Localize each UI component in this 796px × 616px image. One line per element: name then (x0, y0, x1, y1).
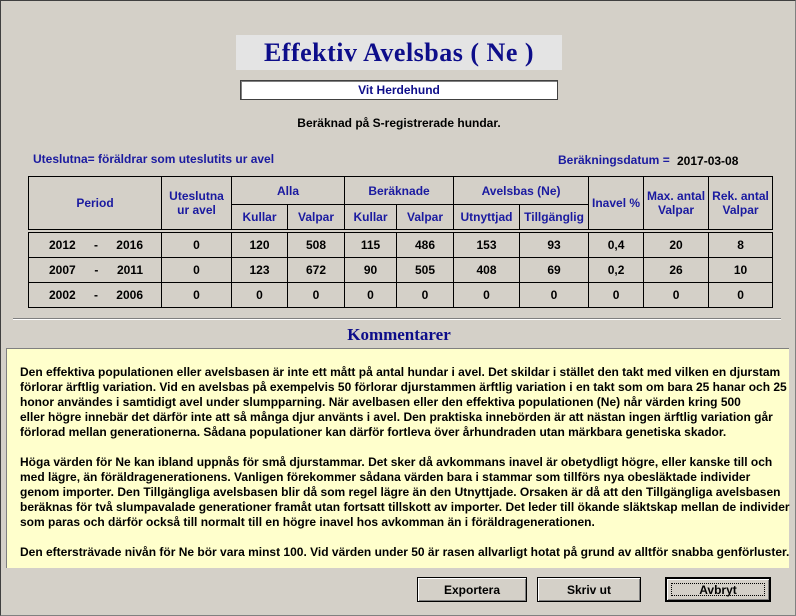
comments-title: Kommentarer (347, 325, 451, 344)
page-title: Effektiv Avelsbas ( Ne ) (236, 35, 562, 70)
col-all-pups: Valpar (288, 205, 345, 230)
all-pups-cell: 508 (288, 233, 345, 258)
period-from: 2002 (49, 288, 76, 302)
col-available: Tillgänglig (520, 205, 589, 230)
period-cell (29, 258, 162, 283)
comment-paragraph-2 (20, 455, 790, 530)
all-pups-cell: 0 (288, 283, 345, 308)
col-computed-litters: Kullar (345, 205, 397, 230)
max-pups-cell: 0 (644, 283, 709, 308)
col-utilized: Utnyttjad (454, 205, 520, 230)
excluded-cell: 0 (162, 283, 232, 308)
computed-note: Beräknad på S-registrerade hundar. (297, 116, 501, 130)
col-rec-pups: Rek. antal Valpar (709, 177, 773, 230)
all-litters-cell: 123 (232, 258, 288, 283)
comment-line: eller högre innebär det därför inte att så många djur använts i avel. Den praktiska innebörden är att nästan ingen ärftlig variation går (20, 410, 773, 424)
comments-text[interactable] (6, 348, 789, 568)
calc-date-label: Beräkningsdatum = (558, 153, 670, 167)
comment-line: genom importer. Den Tillgängliga avelsbasen blir då som regel lägre än den Utnyttjade. Orsaken är då att den Tillgängliga avelsbasen (20, 485, 781, 499)
period-to: 2006 (116, 288, 143, 302)
excluded-cell: 0 (162, 258, 232, 283)
computed-litters-cell: 0 (345, 283, 397, 308)
comment-line: Den effektiva populationen eller avelsbasen är inte ett mått på antal hundar i avel. Det skildar i stället den takt med vilken en djurstam (20, 365, 781, 379)
computed-litters-cell: 90 (345, 258, 397, 283)
available-cell: 93 (520, 233, 589, 258)
computed-pups-cell: 0 (397, 283, 454, 308)
utilized-cell: 0 (454, 283, 520, 308)
utilized-cell: 408 (454, 258, 520, 283)
all-pups-cell: 672 (288, 258, 345, 283)
computed-pups-cell: 505 (397, 258, 454, 283)
breeding-base-table (28, 176, 773, 308)
rec-pups-cell: 8 (709, 233, 773, 258)
comment-line: som paras och därför också till normalt till en högre inavel hos avkomman än i föräldragenerationen. (20, 515, 595, 529)
table-row (29, 233, 773, 258)
comment-line: Höga värden för Ne kan ibland uppnås för små djurstammar. Det sker då avkommans inavel är obetydligt högre, eller kanske till och (20, 455, 773, 469)
breed-field[interactable]: Vit Herdehund (240, 80, 558, 100)
print-button[interactable]: Skriv ut (537, 577, 641, 602)
inbreeding-cell: 0,2 (589, 258, 644, 283)
comment-line: förlorad mellan generationerna. Sådana populationer kan därför fortleva över århundraden utan märkbara genetiska skador. (20, 425, 727, 439)
computed-litters-cell: 115 (345, 233, 397, 258)
table-row (29, 283, 773, 308)
col-computed: Beräknade (345, 177, 454, 205)
comment-paragraph-1 (20, 365, 787, 440)
section-divider (13, 318, 781, 320)
col-inbreeding: Inavel % (589, 177, 644, 230)
comment-paragraph-3 (20, 545, 790, 560)
utilized-cell: 153 (454, 233, 520, 258)
max-pups-cell: 26 (644, 258, 709, 283)
available-cell: 0 (520, 283, 589, 308)
period-dash: - (94, 238, 98, 252)
inbreeding-cell: 0,4 (589, 233, 644, 258)
all-litters-cell: 120 (232, 233, 288, 258)
period-cell (29, 233, 162, 258)
export-button[interactable]: Exportera (417, 577, 527, 602)
excluded-legend: Uteslutna= föräldrar som uteslutits ur avel (33, 152, 275, 166)
calc-date-value: 2017-03-08 (677, 154, 739, 168)
available-cell: 69 (520, 258, 589, 283)
period-to: 2016 (116, 238, 143, 252)
period-cell (29, 283, 162, 308)
comment-line: med lägre, än föräldragenerationens. Vanligen förekommer sådana värden bara i stammar som tillförs nya obesläktade individer (20, 470, 751, 484)
period-from: 2012 (49, 238, 76, 252)
comment-line: beräknas för två slumpavalade generationer framåt utan fortsatt tillskott av importer. Det leder till ökande släktskap mellan de individer (20, 500, 790, 514)
rec-pups-cell: 10 (709, 258, 773, 283)
period-dash: - (94, 288, 98, 302)
inbreeding-cell: 0 (589, 283, 644, 308)
col-max-pups: Max. antal Valpar (644, 177, 709, 230)
comment-line: Den eftersträvade nivån för Ne bör vara minst 100. Vid värden under 50 är rasen allvarligt hotat på grund av alltför snabba genförluster. (20, 545, 790, 559)
col-all: Alla (232, 177, 345, 205)
col-period: Period (29, 177, 162, 230)
comment-line: förlorar ärftlig variation. Vid en avelsbas på exempelvis 50 förlorar djurstammen ärftlig variation i en takt som om bara 25 hanar och 25 (20, 380, 787, 394)
col-excluded: Uteslutna ur avel (162, 177, 232, 230)
col-breeding-base: Avelsbas (Ne) (454, 177, 589, 205)
period-from: 2007 (49, 263, 76, 277)
col-all-litters: Kullar (232, 205, 288, 230)
col-computed-pups: Valpar (397, 205, 454, 230)
excluded-cell: 0 (162, 233, 232, 258)
all-litters-cell: 0 (232, 283, 288, 308)
rec-pups-cell: 0 (709, 283, 773, 308)
period-to: 2011 (116, 263, 143, 277)
max-pups-cell: 20 (644, 233, 709, 258)
cancel-button[interactable]: Avbryt (665, 577, 771, 602)
computed-pups-cell: 486 (397, 233, 454, 258)
comment-line: honor användes i samtidigt avel under slumpparning. När avelbasen eller den effektiva populationen (Ne) når värden kring 500 (20, 395, 741, 409)
period-dash: - (94, 263, 99, 277)
table-row (29, 258, 773, 283)
